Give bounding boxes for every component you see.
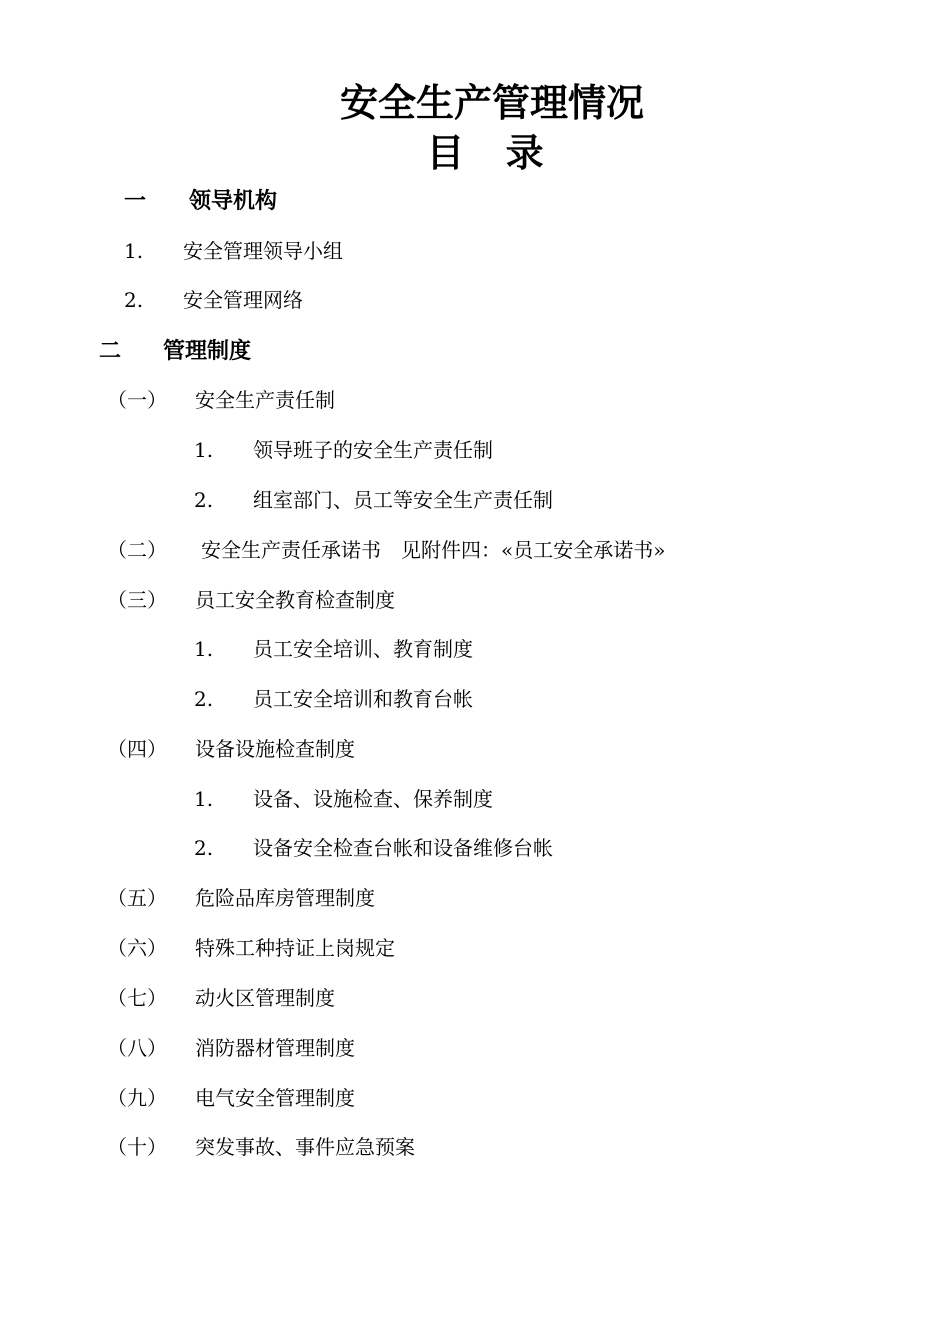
toc-item-label: 消防器材管理制度 xyxy=(195,1036,355,1060)
toc-section-label: 领导机构 xyxy=(189,189,278,214)
toc-item-label: 安全管理领导小组 xyxy=(183,239,343,263)
toc-item-label: 员工安全培训和教育台帐 xyxy=(253,687,473,711)
toc-item-number: 2. xyxy=(194,488,214,512)
toc-section-label: 管理制度 xyxy=(163,339,252,364)
toc-item-number: 2. xyxy=(194,836,214,860)
toc-item-number: 2. xyxy=(194,687,214,711)
toc-item-label: 组室部门、员工等安全生产责任制 xyxy=(253,488,553,512)
toc-item-label: 设备设施检查制度 xyxy=(195,737,355,761)
toc-item-number: （三） xyxy=(107,588,167,612)
toc-item-number: （七） xyxy=(107,986,167,1010)
toc-item-number: 1. xyxy=(194,637,214,661)
toc-item-number: （二） xyxy=(107,538,167,562)
toc-item-number: （五） xyxy=(107,886,167,910)
toc-item-number: （十） xyxy=(107,1135,167,1159)
document-subtitle: 目 录 xyxy=(426,131,558,175)
toc-item-label: 安全管理网络 xyxy=(183,288,303,312)
toc-item-label: 领导班子的安全生产责任制 xyxy=(253,438,493,462)
toc-item-number: 2. xyxy=(124,288,144,312)
toc-item-label: 设备、设施检查、保养制度 xyxy=(253,787,493,811)
toc-item-number: 1. xyxy=(124,239,144,263)
toc-item-label: 危险品库房管理制度 xyxy=(195,886,375,910)
toc-item-label: 动火区管理制度 xyxy=(195,986,335,1010)
toc-item-label: 安全生产责任制 xyxy=(195,388,335,412)
toc-item-label: 电气安全管理制度 xyxy=(195,1086,355,1110)
toc-section-number: 二 xyxy=(99,339,122,364)
toc-item-number: 1. xyxy=(194,787,214,811)
toc-item-label: 特殊工种持证上岗规定 xyxy=(195,936,395,960)
toc-section-number: 一 xyxy=(124,189,147,214)
toc-item-number: （一） xyxy=(107,388,167,412)
toc-item-number: （四） xyxy=(107,737,167,761)
document-title: 安全生产管理情况 xyxy=(339,81,644,125)
toc-item-number: （六） xyxy=(107,936,167,960)
toc-item-label: 安全生产责任承诺书 见附件四：«员工安全承诺书» xyxy=(201,538,666,562)
toc-item-number: （八） xyxy=(107,1036,167,1060)
toc-item-number: （九） xyxy=(107,1086,167,1110)
toc-item-label: 突发事故、事件应急预案 xyxy=(195,1135,415,1159)
toc-item-label: 员工安全教育检查制度 xyxy=(195,588,395,612)
toc-item-label: 员工安全培训、教育制度 xyxy=(253,637,473,661)
toc-item-number: 1. xyxy=(194,438,214,462)
toc-item-label: 设备安全检查台帐和设备维修台帐 xyxy=(253,836,553,860)
